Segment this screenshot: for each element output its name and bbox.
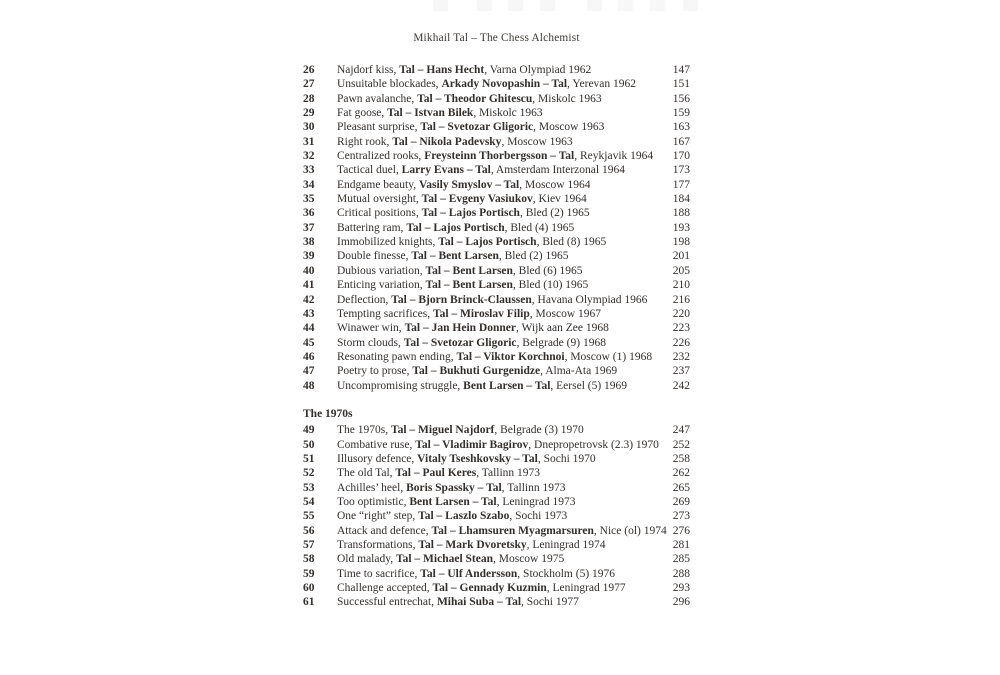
toc-entry	[303, 321, 690, 335]
bleed-square-artifact	[508, 0, 523, 11]
page-number: 163	[672, 121, 690, 134]
page-number: 173	[672, 164, 690, 177]
game-title: Unsuitable blockades, Arkady Novopashin – Tal, Yerevan 1962	[337, 78, 637, 91]
page-number: 177	[672, 178, 690, 191]
game-title: Tempting sacrifices, Tal – Miroslav Filip, Moscow 1967	[337, 307, 602, 320]
toc-entry	[303, 423, 690, 437]
page-number: 262	[672, 467, 690, 480]
page-number: 156	[672, 92, 690, 105]
toc-entry	[303, 307, 690, 321]
game-title: Battering ram, Tal – Lajos Portisch, Bled (4) 1965	[337, 221, 575, 234]
game-title: Poetry to prose, Tal – Bukhuti Gurgenidze, Alma-Ata 1969	[337, 365, 618, 378]
game-players: Tal – Lhamsuren Myagmarsuren	[431, 524, 594, 537]
toc-entry	[303, 163, 690, 177]
page-number: 226	[672, 336, 690, 349]
game-number: 40	[303, 264, 315, 277]
game-title: Mutual oversight, Tal – Evgeny Vasiukov, Kiev 1964	[337, 193, 587, 206]
page-number: 281	[672, 539, 690, 551]
game-title: Endgame beauty, Vasily Smyslov – Tal, Moscow 1964	[337, 178, 591, 191]
game-players: Arkady Novopashin – Tal	[441, 78, 568, 91]
game-players: Bent Larsen – Tal	[463, 379, 551, 392]
bleed-square-artifact	[683, 0, 698, 11]
game-number: 56	[303, 524, 315, 537]
page-number: 288	[672, 567, 690, 580]
game-players: Tal – Jan Hein Donner	[404, 322, 516, 335]
toc-entry	[303, 192, 690, 206]
page-number: 247	[672, 424, 690, 437]
game-number: 52	[303, 467, 315, 480]
toc-entry	[303, 350, 690, 364]
page-number: 188	[672, 207, 690, 220]
game-number: 53	[303, 481, 315, 494]
game-players: Tal – Istvan Bilek	[387, 107, 474, 120]
game-players: Tal – Hans Hecht	[399, 64, 485, 76]
game-title: Old malady, Tal – Michael Stean, Moscow 1975	[337, 553, 565, 566]
game-number: 55	[303, 510, 315, 523]
bleed-square-artifact	[540, 0, 555, 11]
toc-entry	[303, 581, 690, 595]
toc-entry	[303, 278, 690, 292]
game-players: Tal – Bjorn Brinck-Claussen	[391, 293, 532, 306]
game-players: Tal – Viktor Korchnoi	[456, 350, 565, 363]
game-title: The 1970s, Tal – Miguel Najdorf, Belgrade (3) 1970	[337, 424, 584, 437]
game-players: Tal – Evgeny Vasiukov	[421, 193, 533, 206]
game-number: 37	[303, 221, 315, 234]
game-title: Winawer win, Tal – Jan Hein Donner, Wijk aan Zee 1968	[337, 322, 609, 335]
game-title: Time to sacrifice, Tal – Ulf Andersson, Stockholm (5) 1976	[337, 567, 616, 580]
game-title: Resonating pawn ending, Tal – Viktor Korchnoi, Moscow (1) 1968	[337, 350, 653, 363]
section-heading: The 1970s	[303, 407, 353, 420]
game-number: 58	[303, 553, 315, 566]
game-number: 61	[303, 596, 315, 609]
game-number: 44	[303, 322, 315, 335]
game-players: Tal – Mark Dvoretsky	[418, 539, 527, 551]
game-players: Tal – Miroslav Filip	[432, 307, 530, 320]
toc-entry	[303, 206, 690, 220]
toc-entry	[303, 106, 690, 120]
toc-entry	[303, 77, 690, 91]
toc-entry	[303, 120, 690, 134]
bleed-square-artifact	[587, 0, 602, 11]
page-number: 184	[672, 193, 690, 206]
game-title: Illusory defence, Vitaly Tseshkovsky – Tal, Sochi 1970	[337, 452, 596, 465]
game-number: 30	[303, 121, 315, 134]
toc-entry	[303, 63, 690, 77]
page-number: 159	[672, 107, 690, 120]
game-title: Storm clouds, Tal – Svetozar Gligoric, Belgrade (9) 1968	[337, 336, 606, 349]
game-players: Tal – Lajos Portisch	[421, 207, 520, 220]
game-number: 39	[303, 250, 315, 263]
game-number: 43	[303, 307, 315, 320]
bleed-square-artifact	[618, 0, 633, 11]
page-number: 232	[672, 350, 690, 363]
toc-entry	[303, 178, 690, 192]
toc-entry	[303, 264, 690, 278]
page-number: 223	[672, 322, 690, 335]
page-number: 269	[672, 495, 690, 508]
toc-entry	[303, 509, 690, 523]
toc-entry	[303, 495, 690, 509]
game-players: Mihai Suba – Tal	[436, 596, 522, 609]
page-number: 210	[672, 279, 690, 292]
game-title: Attack and defence, Tal – Lhamsuren Myagmarsuren, Nice (ol) 1974	[337, 524, 667, 537]
game-players: Tal – Gennady Kuzmin	[432, 582, 547, 595]
page-number: 285	[672, 553, 690, 566]
toc-entry	[303, 481, 690, 495]
game-number: 45	[303, 336, 315, 349]
game-title: Successful entrechat, Mihai Suba – Tal, Sochi 1977	[337, 596, 579, 609]
game-title: Najdorf kiss, Tal – Hans Hecht, Varna Olympiad 1962	[337, 64, 592, 76]
toc-entry	[303, 149, 690, 163]
page-number: 237	[672, 365, 690, 378]
game-players: Vitaly Tseshkovsky – Tal	[417, 452, 538, 465]
game-number: 51	[303, 452, 315, 465]
toc-entry	[303, 438, 690, 452]
toc-entry	[303, 466, 690, 480]
game-title: The old Tal, Tal – Paul Keres, Tallinn 1973	[337, 467, 541, 480]
page-number: 205	[672, 264, 690, 277]
toc-sections	[303, 63, 690, 610]
game-players: Tal – Vladimir Bagirov	[415, 438, 529, 451]
game-title: One “right” step, Tal – Laszlo Szabo, Sochi 1973	[337, 510, 568, 523]
toc-entry	[303, 538, 690, 552]
game-players: Tal – Lajos Portisch	[438, 236, 537, 249]
game-title: Uncompromising struggle, Bent Larsen – Tal, Eersel (5) 1969	[337, 379, 628, 392]
game-number: 31	[303, 135, 315, 148]
game-number: 29	[303, 107, 315, 120]
game-players: Tal – Michael Stean	[395, 553, 493, 566]
page-number: 167	[672, 135, 690, 148]
bleed-square-artifact	[433, 0, 448, 11]
game-number: 38	[303, 236, 315, 249]
page-number: 216	[672, 293, 690, 306]
game-players: Tal – Laszlo Szabo	[418, 510, 510, 523]
game-title: Achilles’ heel, Boris Spassky – Tal, Tallinn 1973	[337, 481, 566, 494]
running-header: Mikhail Tal – The Chess Alchemist	[413, 32, 580, 44]
game-title: Transformations, Tal – Mark Dvoretsky, Leningrad 1974	[337, 539, 606, 551]
game-players: Tal – Bent Larsen	[425, 279, 513, 292]
toc-entry	[303, 135, 690, 149]
game-title: Tactical duel, Larry Evans – Tal, Amsterdam Interzonal 1964	[337, 164, 625, 177]
game-title: Too optimistic, Bent Larsen – Tal, Leningrad 1973	[337, 495, 576, 508]
game-number: 57	[303, 539, 315, 551]
game-number: 46	[303, 350, 315, 363]
toc-entry	[303, 379, 690, 393]
game-players: Tal – Paul Keres	[395, 467, 477, 480]
game-players: Boris Spassky – Tal	[406, 481, 502, 494]
game-number: 41	[303, 279, 315, 292]
game-title: Challenge accepted, Tal – Gennady Kuzmin, Leningrad 1977	[337, 582, 626, 595]
game-players: Tal – Nikola Padevsky	[392, 135, 502, 148]
page-number: 193	[672, 221, 690, 234]
toc-entry	[303, 336, 690, 350]
page-number: 242	[672, 379, 690, 392]
game-title: Fat goose, Tal – Istvan Bilek, Miskolc 1963	[337, 107, 543, 120]
game-title: Pawn avalanche, Tal – Theodor Ghitescu, Miskolc 1963	[337, 92, 602, 105]
toc-entry	[303, 524, 690, 538]
game-players: Tal – Lajos Portisch	[406, 221, 505, 234]
page-number: 147	[672, 64, 690, 76]
game-players: Freysteinn Thorbergsson – Tal	[424, 150, 575, 163]
page-number: 293	[672, 582, 690, 595]
page-number: 276	[672, 524, 690, 537]
game-title: Combative ruse, Tal – Vladimir Bagirov, Dnepropetrovsk (2.3) 1970	[337, 438, 659, 451]
game-number: 32	[303, 150, 315, 163]
game-number: 26	[303, 64, 315, 76]
game-title: Double finesse, Tal – Bent Larsen, Bled (2) 1965	[337, 250, 569, 263]
page-number: 198	[672, 236, 690, 249]
game-title: Immobilized knights, Tal – Lajos Portisch, Bled (8) 1965	[337, 236, 607, 249]
game-number: 54	[303, 495, 315, 508]
game-title: Pleasant surprise, Tal – Svetozar Gligoric, Moscow 1963	[337, 121, 605, 134]
game-title: Dubious variation, Tal – Bent Larsen, Bled (6) 1965	[337, 264, 583, 277]
game-number: 60	[303, 582, 315, 595]
page-number: 151	[672, 78, 690, 91]
page-number: 252	[672, 438, 690, 451]
game-players: Tal – Svetozar Gligoric	[403, 336, 517, 349]
toc-entry	[303, 595, 690, 609]
toc-entry	[303, 235, 690, 249]
game-players: Tal – Bent Larsen	[411, 250, 499, 263]
toc-entry	[303, 452, 690, 466]
game-number: 36	[303, 207, 315, 220]
game-title: Deflection, Tal – Bjorn Brinck-Claussen, Havana Olympiad 1966	[337, 293, 648, 306]
game-number: 34	[303, 178, 315, 191]
game-players: Tal – Svetozar Gligoric	[420, 121, 534, 134]
game-players: Tal – Bent Larsen	[425, 264, 513, 277]
game-players: Vasily Smyslov – Tal	[418, 178, 520, 191]
toc-entry	[303, 567, 690, 581]
game-number: 49	[303, 424, 315, 437]
game-number: 47	[303, 365, 315, 378]
page-number: 258	[672, 452, 690, 465]
game-number: 42	[303, 293, 315, 306]
page-number: 296	[672, 596, 690, 609]
toc-entry	[303, 364, 690, 378]
toc-entry	[303, 552, 690, 566]
game-title: Centralized rooks, Freysteinn Thorbergsson – Tal, Reykjavik 1964	[337, 150, 654, 163]
game-number: 50	[303, 438, 315, 451]
page-number: 170	[672, 150, 690, 163]
bleed-square-artifact	[477, 0, 492, 11]
page-number: 201	[672, 250, 690, 263]
bleed-square-artifact	[650, 0, 665, 11]
game-players: Tal – Bukhuti Gurgenidze	[412, 365, 541, 378]
game-number: 35	[303, 193, 315, 206]
toc-entry	[303, 293, 690, 307]
toc-entry	[303, 221, 690, 235]
game-title: Right rook, Tal – Nikola Padevsky, Moscow 1963	[337, 135, 573, 148]
game-players: Tal – Miguel Najdorf	[390, 424, 495, 437]
game-number: 48	[303, 379, 315, 392]
page-number: 220	[672, 307, 690, 320]
game-title: Critical positions, Tal – Lajos Portisch, Bled (2) 1965	[337, 207, 590, 220]
game-number: 27	[303, 78, 315, 91]
toc-entry	[303, 249, 690, 263]
game-number: 59	[303, 567, 315, 580]
page-number: 265	[672, 481, 690, 494]
game-players: Bent Larsen – Tal	[409, 495, 497, 508]
game-players: Tal – Ulf Andersson	[420, 567, 518, 580]
page-number: 273	[672, 510, 690, 523]
game-number: 33	[303, 164, 315, 177]
game-players: Larry Evans – Tal	[401, 164, 491, 177]
game-number: 28	[303, 92, 315, 105]
game-players: Tal – Theodor Ghitescu	[417, 92, 533, 105]
toc-entry	[303, 92, 690, 106]
game-title: Enticing variation, Tal – Bent Larsen, Bled (10) 1965	[337, 279, 589, 292]
